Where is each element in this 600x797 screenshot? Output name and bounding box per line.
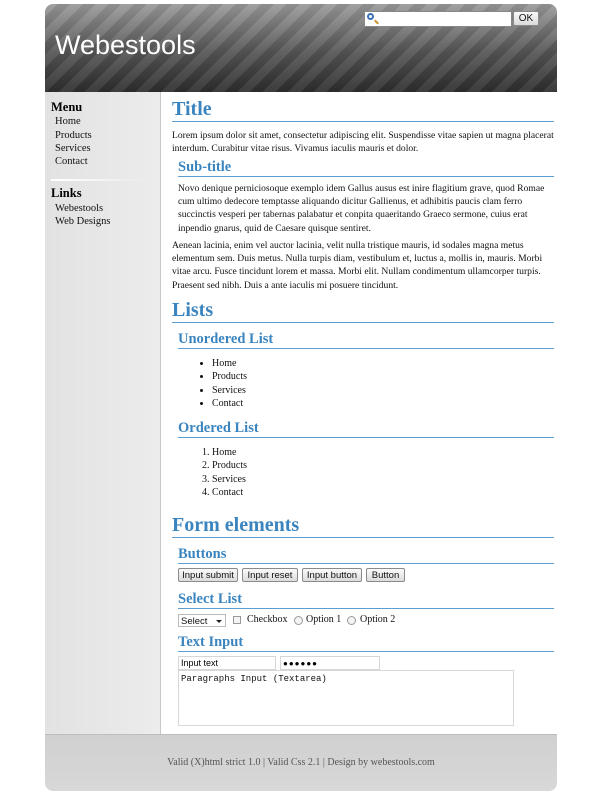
password-input[interactable] xyxy=(280,656,380,670)
text-input[interactable] xyxy=(178,656,276,670)
list-item: • Home xyxy=(212,357,247,370)
radio-option-2-label: Option 2 xyxy=(360,614,396,625)
list-item: • Products xyxy=(212,370,247,383)
checkbox-label: Checkbox xyxy=(247,614,288,625)
intro-paragraph: Lorem ipsum dolor sit amet, consectetur adipiscing elit. Suspendisse vitae sapien ut magna placerat interdum. Curabitur vitae risus. Vivamus iaculis mauris et dolor. xyxy=(172,130,554,155)
textarea[interactable] xyxy=(178,670,514,726)
input-reset-button[interactable]: Input reset xyxy=(242,568,298,582)
unordered-list xyxy=(178,357,247,411)
input-submit-button[interactable]: Input submit xyxy=(178,568,238,582)
search-input[interactable] xyxy=(378,12,508,26)
sidebar-link-web-designs[interactable]: Web Designs xyxy=(55,216,111,227)
page-title: Title xyxy=(172,97,554,122)
sidebar-item-contact[interactable]: Contact xyxy=(55,156,88,167)
list-item: 3. Services xyxy=(212,473,247,486)
footer xyxy=(45,734,557,791)
sidebar-links-heading: Links xyxy=(51,186,82,200)
button-element[interactable]: Button xyxy=(366,568,405,582)
lists-heading: Lists xyxy=(172,298,554,323)
input-button[interactable]: Input button xyxy=(302,568,362,582)
sidebar-divider xyxy=(51,179,151,181)
select-dropdown[interactable] xyxy=(178,614,226,627)
main-content xyxy=(161,92,557,734)
site-logo[interactable]: Webestools xyxy=(55,30,196,60)
checkbox[interactable] xyxy=(233,616,241,624)
sidebar-item-products[interactable]: Products xyxy=(55,130,92,141)
text-input-heading: Text Input xyxy=(178,633,554,652)
sidebar-item-home[interactable]: Home xyxy=(55,116,81,127)
search-button[interactable]: OK xyxy=(513,11,539,26)
chevron-down-icon xyxy=(216,620,222,623)
page-container xyxy=(45,4,557,790)
search-box[interactable] xyxy=(364,11,512,27)
list-item: • Contact xyxy=(212,397,247,410)
ordered-list-heading: Ordered List xyxy=(178,419,554,438)
sidebar-item-services[interactable]: Services xyxy=(55,143,91,154)
list-item: 1. Home xyxy=(212,446,247,459)
list-item: 4. Contact xyxy=(212,486,247,499)
sidebar-link-webestools[interactable]: Webestools xyxy=(55,203,104,214)
sidebar xyxy=(45,92,161,734)
search-icon xyxy=(367,13,374,20)
select-value: Select xyxy=(181,616,208,627)
paragraph-2: Aenean lacinia, enim vel auctor lacinia, velit nulla tristique mauris, id sodales magna metus elementum sem. Duis metus. Nulla turpis diam, vestibulum et, luctus a, mollis in, mauris. Morbi vitae arcu. Fusce tincidunt lorem et massa. Morbi elit. Nullam condimentum ullamcorper turpis. Praesent sed nibh. Duis a ante iaculis mi posuere tincidunt. xyxy=(172,240,543,291)
radio-option-1-label: Option 1 xyxy=(306,614,342,625)
sub-paragraph: Novo denique perniciosoque exemplo idem Gallus ausus est inire flagitium grave, quod Romae cum ultimo dedecore temptasse aliquando dicitur Gallienus, et adhibitis paucis clam ferro succinctis vesperi per tabernas palabatur et conpita quaeritando Graeco sermone, cuius erat inpendio gnarus, quid de Caesare quisque sentiret. xyxy=(178,183,545,234)
list-item: 2. Products xyxy=(212,459,247,472)
subtitle-heading: Sub-title xyxy=(178,158,554,177)
unordered-list-heading: Unordered List xyxy=(178,330,554,349)
ordered-list xyxy=(178,446,247,500)
sidebar-menu-heading: Menu xyxy=(51,100,83,114)
radio-option-2[interactable] xyxy=(347,616,356,625)
footer-text: Valid (X)html strict 1.0 | Valid Css 2.1 | Design by webestools.com xyxy=(167,757,435,768)
form-elements-heading: Form elements xyxy=(172,513,554,538)
select-list-heading: Select List xyxy=(178,590,554,609)
header xyxy=(45,4,557,92)
radio-option-1[interactable] xyxy=(294,616,303,625)
buttons-heading: Buttons xyxy=(178,545,554,564)
list-item: • Services xyxy=(212,384,247,397)
